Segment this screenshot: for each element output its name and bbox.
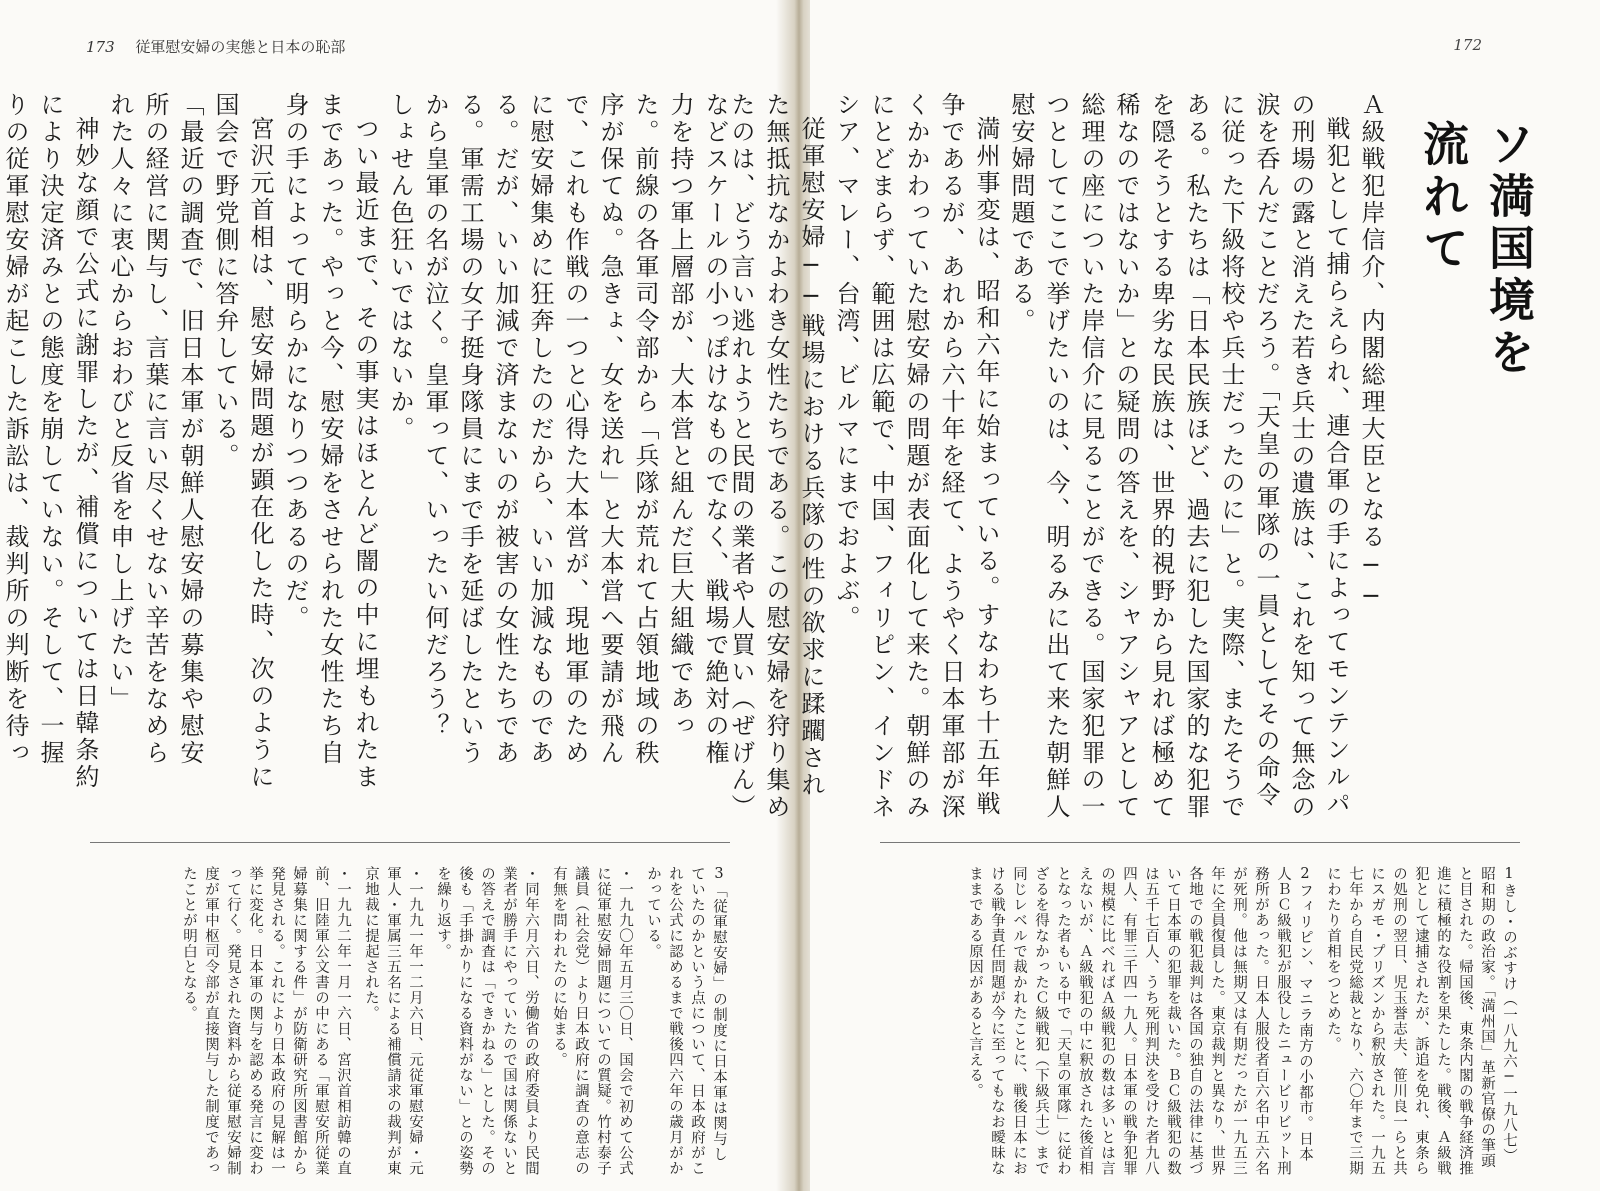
left-running-head [86, 36, 345, 57]
left-page [0, 0, 790, 1191]
left-body-text [1, 92, 732, 792]
left-body-paragraph: つい最近まで、その事実はほとんど闇の中に埋もれたままであった。やっと今、慰安婦をさせられた女性たち自身の手によって明らかになりつつあるのだ。 [281, 92, 379, 791]
left-footnotes [90, 866, 730, 1176]
chapter-title: ソ満国境を流れて [1416, 120, 1536, 380]
left-body-quote: 「最近の調査で、旧日本軍が朝鮮人慰安婦の募集や慰安所の経営に関与し、言葉に言い尽くせない辛苦をなめられた人々に衷心からおわびと反省を申し上げたい」 [106, 92, 204, 767]
section-heading: Ａ級戦犯岸信介、内閣総理大臣となる── [1357, 92, 1385, 613]
right-page [727, 0, 1600, 1191]
right-body-text [727, 92, 1388, 822]
right-page-number: 172 [1453, 36, 1482, 54]
left-body-paragraph: 神妙な顔で公式に謝罪したが、補償については日韓条約により決定済みとの態度を崩していない。そして、一握りの従軍慰安婦が起こした訴訟は、裁判所の判断を待っ [1, 92, 99, 791]
right-body-paragraph: 戦犯として捕らえられ、連合軍の手によってモンテンルパの刑場の露と消えた若き兵士の遺族は、これを知って無念の涙を呑んだことだろう。「天皇の軍隊の一員としてその命令に従った下級将校や兵士だったのに」と。実際、またそうである。私たちは「日本民族ほど、過去に犯した国家的な犯罪を隠そうとする卑劣な民族は、世界的視野から見れば極めて稀なのではないか」との疑問の答えを、シャアシャアとして総理の座についた岸信介に見ることができる。国家犯罪の一つとしてここで挙げたいのは、今、明るみに出て来た朝鮮人慰安婦問題である。 [1007, 92, 1350, 821]
footnote-3-item: ・一九九二年一月一六日、宮沢首相訪韓の直前、旧陸軍公文書の中にある「軍慰安所従業婦募集に関する件」が防衛研究所図書館から発見される。これにより日本政府の見解は一挙に変化。日本軍の関与を認める発言に変わって行く。発見された資料から従軍慰安婦制度が軍中枢司令部が直接関与した制度であったことが明白となる。 [181, 866, 351, 1176]
footnote-1: 1きし・のぶすけ（一八九六─一九八七）昭和期の政治家。「満州国」革新官僚の筆頭と目された。帰国後、東条内閣の戦争経済推進に積極的な役割を果たした。戦後、Ａ級戦犯として逮捕されたが、訴追を免れ、東条らの処刑の翌日、児玉誉志夫、笹川良一らと共にスガモ・プリズンから釈放された。一九五七年から自民党総裁となり、六〇年まで三期にわたり首相をつとめた。 [1325, 866, 1517, 1176]
footnote-3-item: ・一九九一年一二月六日、元従軍慰安婦・元軍人・軍属三五名による補償請求の裁判が東京地裁に提起された。 [363, 866, 423, 1176]
left-page-number: 173 [86, 38, 115, 56]
footnote-3-item: ・同年六月六日、労働省の政府委員より民間業者が勝手にやっていたので国は関係ないとの答えで調査は「できかねる」とした。その後も「手掛かりになる資料がない」との姿勢を繰り返す。 [435, 866, 539, 1176]
right-body-paragraph: 従軍慰安婦──戦場における兵隊の性の欲求に蹂躙された無抵抗なかよわき女性たちである。この慰安婦を狩り集めたのは、どう言い逃れようと民間の業者や人買い（ぜげん） [727, 92, 825, 821]
right-body-paragraph: 満州事変は、昭和六年に始まっている。すなわち十五年戦争であるが、あれから六十年を経て、ようやく日本軍部が深くかかわっていた慰安婦の問題が表面化して来た。朝鮮のみにとどまらず、範囲は広範で、中国、フィリピン、インドネシア、マレー、台湾、ビルマにまでおよぶ。 [832, 92, 1000, 821]
left-running-title: 従軍慰安婦の実態と日本の恥部 [135, 38, 346, 56]
left-body-paragraph: 宮沢元首相は、慰安婦問題が顕在化した時、次のように国会で野党側に答弁している。 [211, 92, 274, 791]
right-notes-divider [880, 842, 1520, 843]
right-footnotes [880, 866, 1520, 1176]
footnote-3-item: ・一九九〇年五月三〇日、国会で初めて公式に従軍慰安婦問題についての質疑。竹村泰子議員（社会党）より日本政府に調査の意志の有無を問われたのに始まる。 [551, 866, 633, 1176]
footnote-3: 3「従軍慰安婦」の制度に日本軍は関与していたのかという点について、日本政府がこれを公式に認めるまで戦後四六年の歳月がかかっている。 [645, 866, 727, 1176]
footnote-2: 2フィリピン、マニラ南方の小都市。日本人ＢＣ級戦犯が服役したニュービリビット刑務所があった。日本人服役者百六名中五六名が死刑。他は無期又は有期だったが一九五三年に全員復員した。東京裁判と異なり、世界各地での戦犯裁判は各国の独自の法律に基づいて日本軍の犯罪を裁いた。ＢＣ級戦犯の数は五千七百人、うち死刑判決を受けた者九八四人、有罪三千四一九人。日本軍の戦争犯罪の規模に比べればＡ級戦犯の数は多いとは言えないが、Ａ級戦犯の中に釈放された後首相となった者もいる中で「天皇の軍隊」に従わざるを得なかったＣ級戦犯（下級兵士）まで同じレベルで裁かれたことに、戦後日本における戦争責任問題が今に至ってもなお曖昧なままである原因があると言える。 [967, 866, 1313, 1176]
left-notes-divider [90, 842, 730, 843]
left-body-paragraph: などスケールの小っぽけなものでなく、戦場で絶対の権力を持つ軍上層部が、大本営と組んだ巨大組織であった。前線の各軍司令部から「兵隊が荒れて占領地域の秩序が保てぬ。急きょ、女を送れ」と大本営へ要請が飛んで、これも作戦の一つと心得た大本営が、現地軍のために慰安婦集めに狂奔したのだから、いい加減なものである。だが、いい加減で済まないのが被害の女性たちである。軍需工場の女子挺身隊員にまで手を延ばしたというから皇軍の名が泣く。皇軍って、いったい何だろう？ しょせん色狂いではないか。 [386, 92, 729, 767]
